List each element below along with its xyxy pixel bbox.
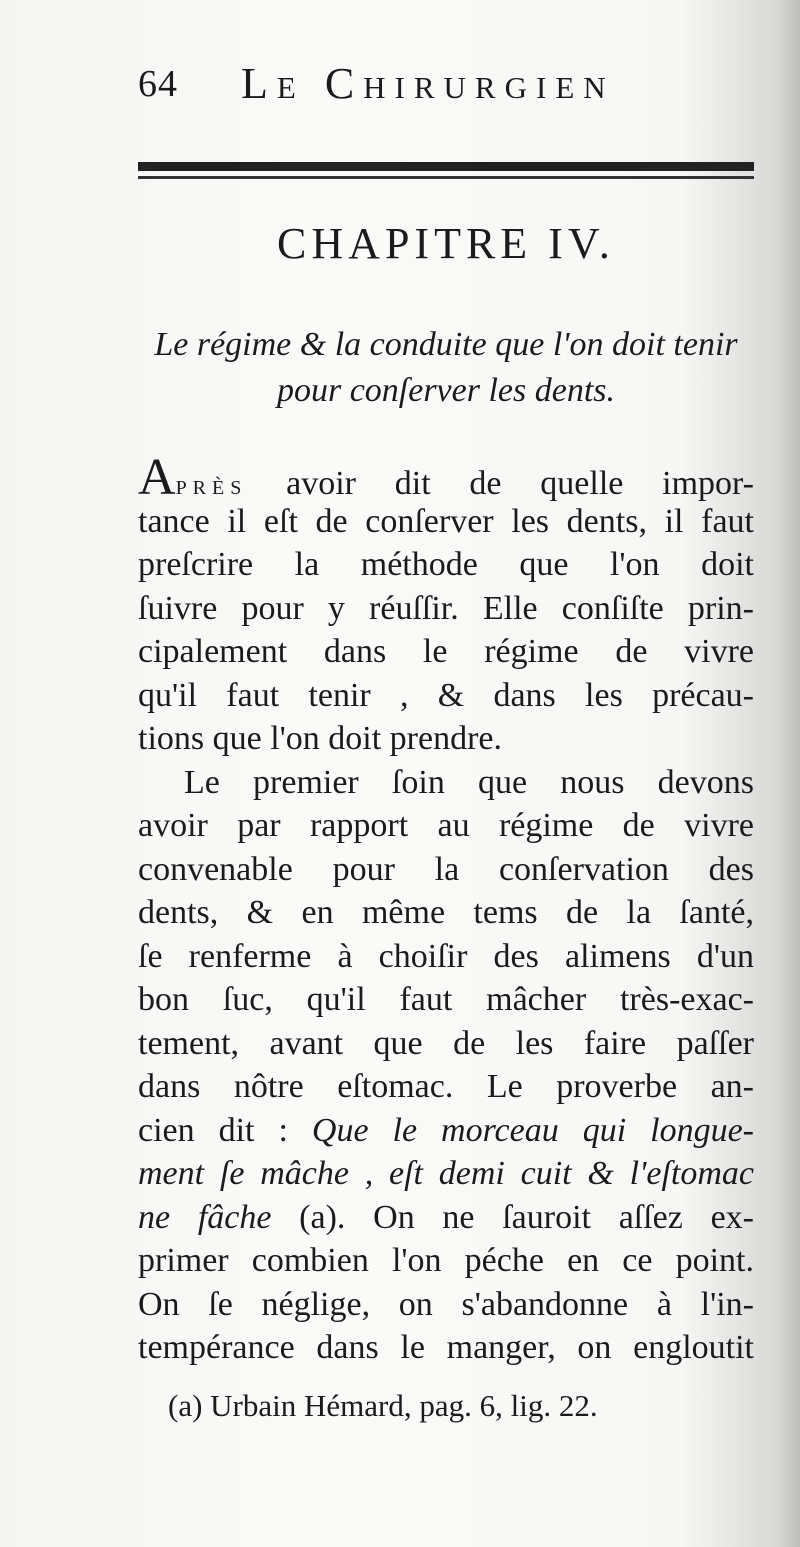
text-line: tance il eſt de conſerver les dents, il faut	[138, 502, 754, 540]
text-line: primer combien l'on péche en ce point.	[138, 1242, 754, 1279]
subtitle-line-1: Le régime & la conduite que l'on doit tenir	[154, 326, 738, 363]
text-line	[138, 449, 754, 506]
header-rule-thick	[138, 162, 754, 171]
body-text	[138, 449, 755, 1370]
text-line: preſcrire la méthode que l'on doit	[138, 546, 754, 583]
footnote: (a) Urbain Hémard, pag. 6, lig. 22.	[168, 1388, 598, 1423]
text-line: convenable pour la conſervation des	[138, 850, 754, 888]
text-line: On ſe néglige, on s'abandonne à l'in-	[138, 1285, 754, 1323]
text-line: tement, avant que de les faire paſſer	[138, 1024, 754, 1062]
text-line: avoir par rapport au régime de vivre	[138, 807, 754, 844]
header-rule-thin	[138, 176, 754, 179]
text-line	[138, 1196, 754, 1240]
text-line: ment ſe mâche , eſt demi cuit & l'eſtomac	[138, 1155, 754, 1192]
italic-quote: Que le morceau qui longue-	[311, 1111, 755, 1149]
chapter-subtitle	[138, 322, 754, 414]
text-line: ſe renferme à choiſir des alimens d'un	[138, 937, 754, 975]
text-line: cipalement dans le régime de vivre	[138, 633, 754, 670]
italic-quote: ne fâche	[138, 1198, 272, 1236]
text-line: qu'il faut tenir , & dans les précau-	[138, 676, 754, 714]
page-header	[138, 58, 758, 118]
small-caps-word: près	[175, 470, 248, 501]
text-line: bon ſuc, qu'il faut mâcher très-exac-	[138, 981, 754, 1018]
text-fragment: cien dit :	[138, 1111, 312, 1149]
text-line: tempérance dans le manger, on engloutit	[138, 1329, 754, 1366]
text-line: dents, & en même tems de la ſanté,	[138, 894, 754, 931]
text-line: tions que l'on doit prendre.	[138, 720, 503, 757]
text-line: Le premier ſoin que nous devons	[184, 763, 754, 801]
running-title: Le Chirurgien	[241, 59, 615, 108]
chapter-title: CHAPITRE IV.	[277, 219, 615, 268]
text-line	[138, 1109, 754, 1153]
text-fragment: (a). On ne ſauroit aſſez ex-	[271, 1198, 755, 1236]
drop-cap: A	[138, 449, 176, 506]
text-line: dans nôtre eſtomac. Le proverbe an-	[138, 1068, 754, 1105]
page-number: 64	[138, 63, 178, 105]
text-line: ſuivre pour y réuſſir. Elle conſiſte prin-	[138, 589, 754, 627]
subtitle-line-2: pour conſerver les dents.	[276, 372, 616, 409]
text-fragment: avoir dit de quelle impor-	[247, 465, 754, 502]
